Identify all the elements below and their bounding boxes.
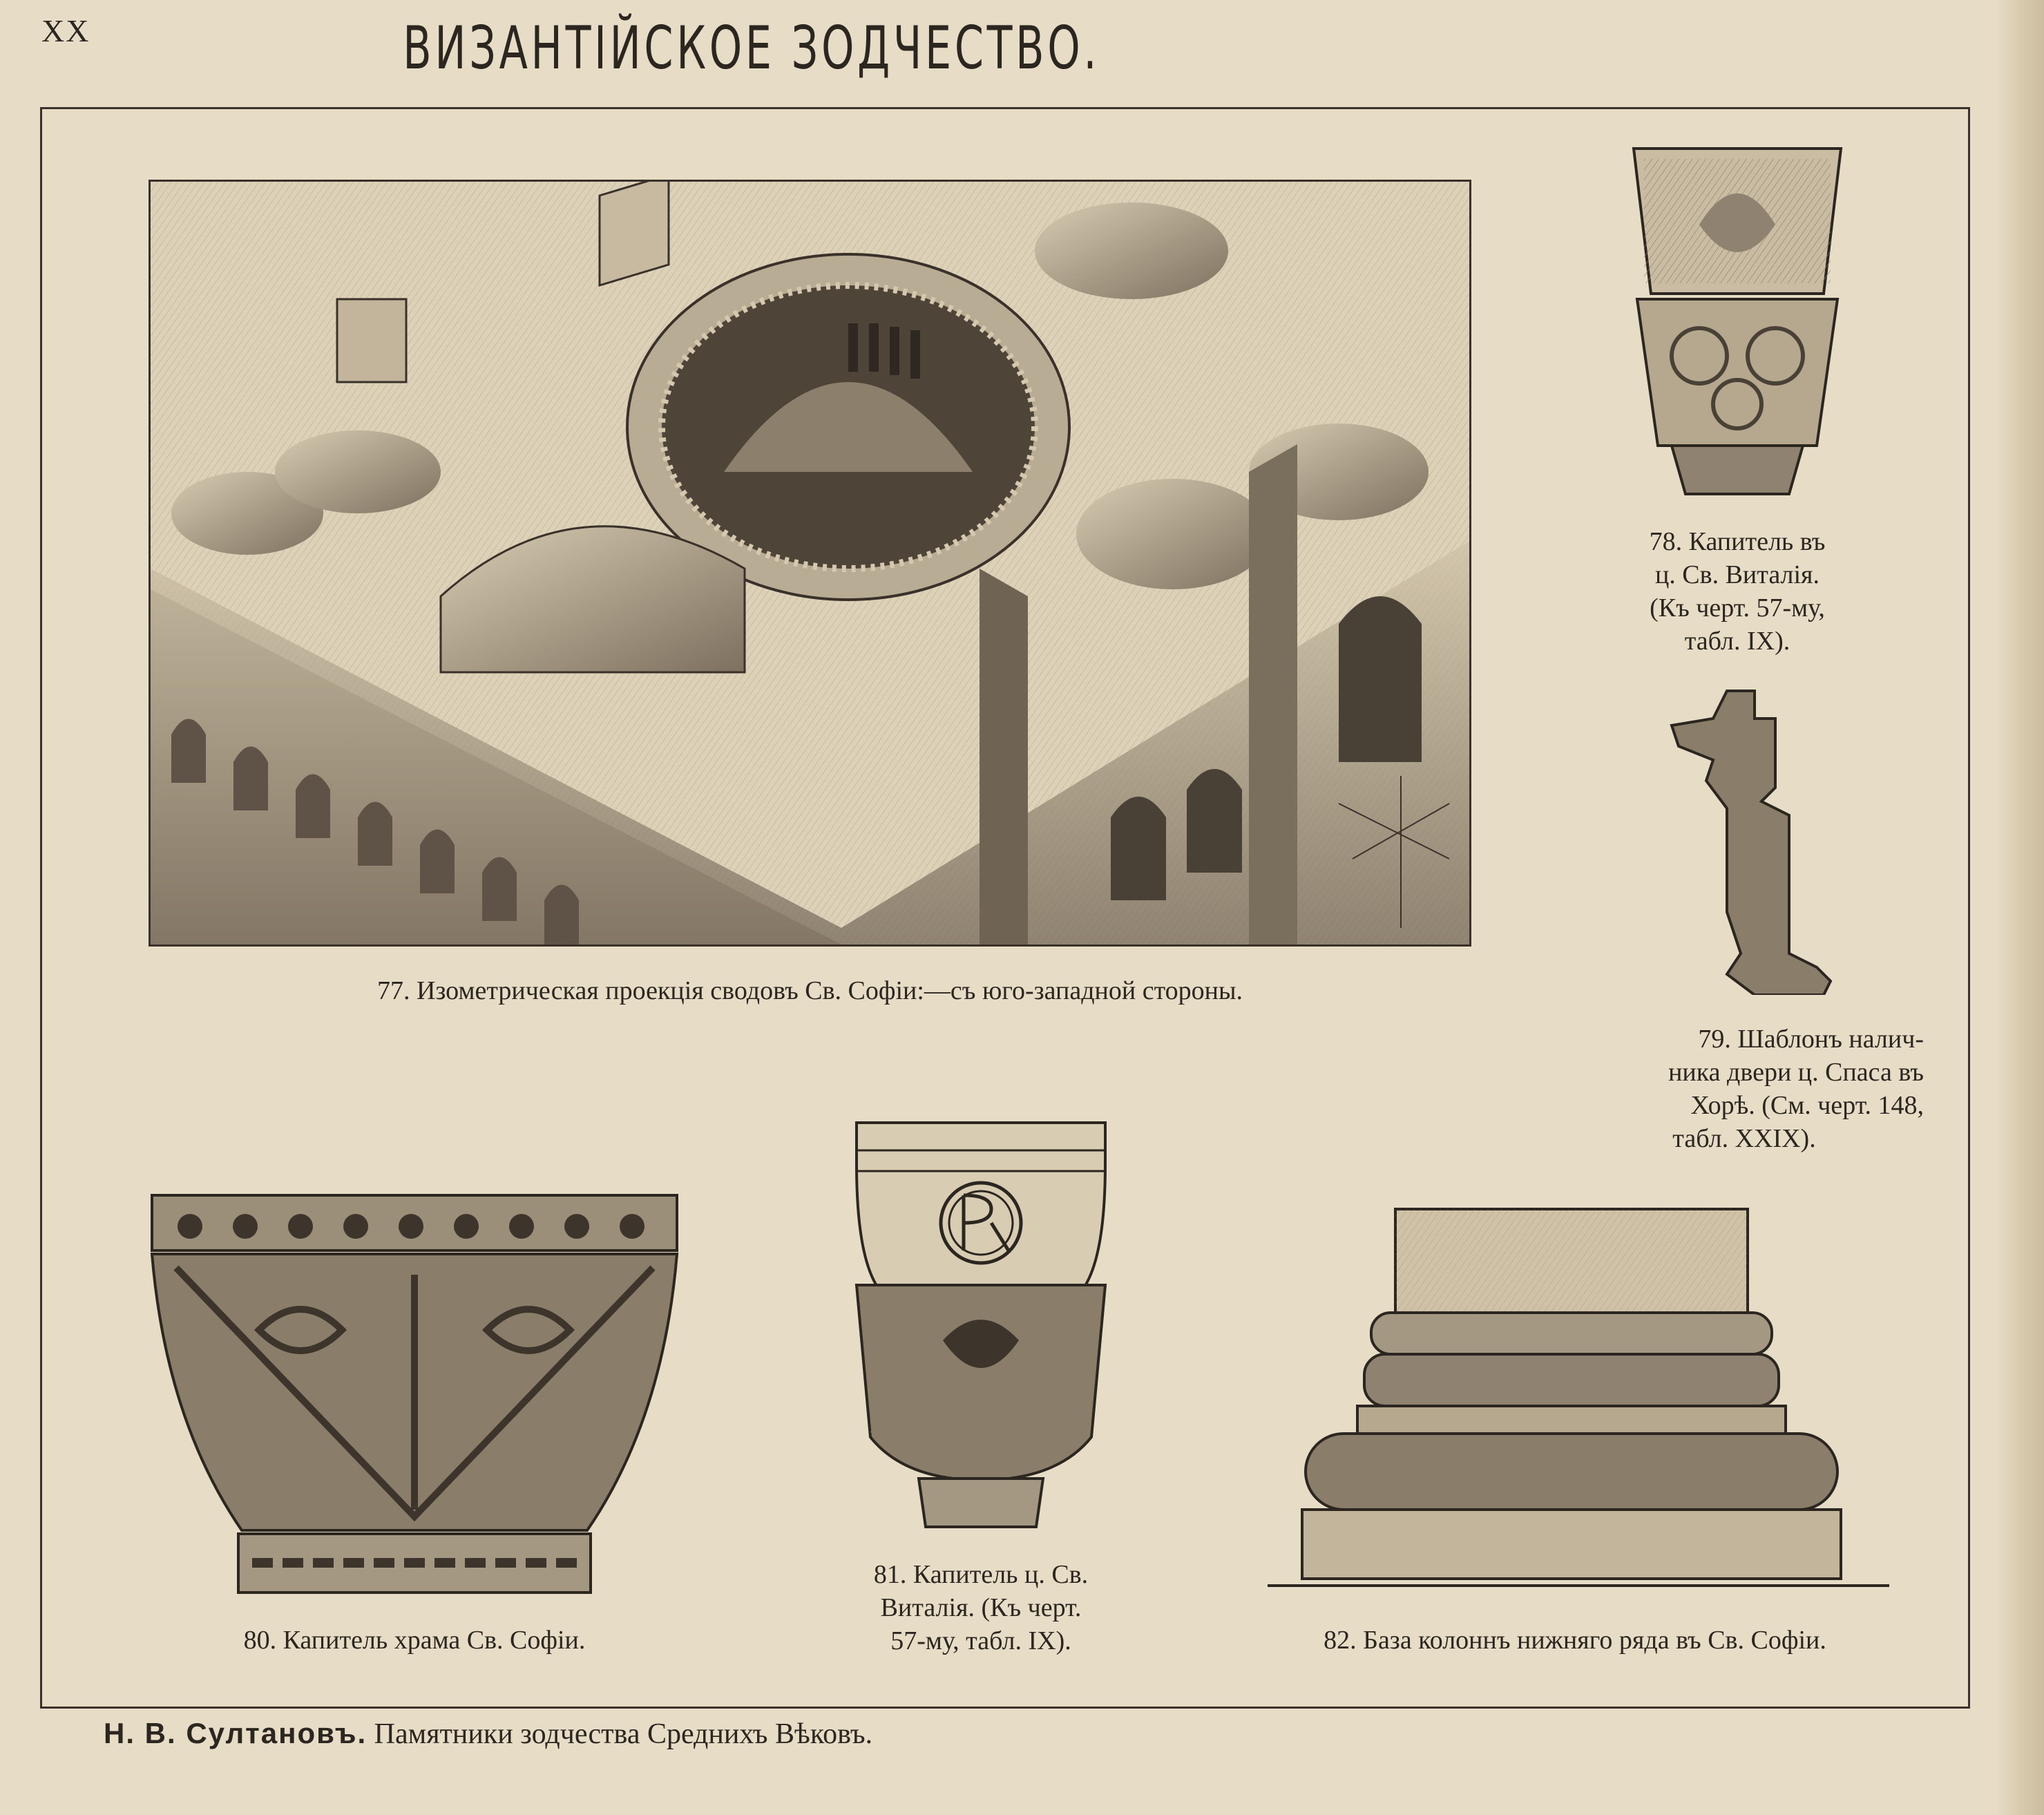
caption-79-line-3: Хорѣ. (См. черт. 148, — [1690, 1091, 1924, 1120]
isometric-drawing-icon — [151, 182, 1469, 944]
profile-drawing-icon — [1651, 684, 1844, 995]
monogram-capital-icon — [853, 1119, 1109, 1534]
figure-81-capital — [853, 1119, 1109, 1534]
caption-figure-82: 82. База колоннъ нижняго ряда въ Св. Софіи. — [1324, 1626, 1826, 1655]
caption-79-line-4: табл. XXIX). — [1672, 1124, 1816, 1153]
caption-78-line-1: 78. Капитель въ — [1649, 527, 1826, 556]
plate-number: XX — [41, 13, 90, 48]
caption-figure-81 — [808, 1558, 1154, 1657]
caption-figure-79 — [1565, 1023, 1924, 1155]
caption-78-line-4: табл. IX). — [1684, 627, 1790, 656]
figure-77-isometric-projection — [149, 180, 1471, 947]
footer-work-title: Памятники зодчества Среднихъ Вѣковъ. — [374, 1718, 873, 1750]
caption-81-line-1: 81. Капитель ц. Св. — [873, 1560, 1089, 1589]
figure-80-capital — [149, 1192, 680, 1599]
caption-figure-78 — [1578, 525, 1896, 658]
figure-78-capital — [1623, 142, 1851, 501]
page-edge-shadow — [1996, 0, 2044, 1815]
figure-79-door-profile — [1651, 684, 1844, 995]
caption-78-line-2: ц. Св. Виталія. — [1654, 560, 1820, 589]
column-base-icon — [1268, 1206, 1889, 1593]
caption-figure-80: 80. Капитель храма Св. Софіи. — [243, 1626, 586, 1655]
caption-79-line-2: ника двери ц. Спаса въ — [1668, 1058, 1924, 1087]
caption-figure-77: 77. Изометрическая проекція сводовъ Св. Софіи:—съ юго-западной стороны. — [376, 976, 1243, 1005]
footer-author: Н. В. Султановъ. — [104, 1717, 367, 1749]
caption-81-line-2: Виталія. (Къ черт. — [880, 1593, 1082, 1622]
figure-82-column-base — [1268, 1206, 1889, 1593]
caption-79-line-1: 79. Шаблонъ налич- — [1698, 1025, 1924, 1054]
page-title: ВИЗАНТІЙСКОЕ ЗОДЧЕСТВО. — [403, 14, 1100, 83]
ornamental-capital-icon — [149, 1192, 680, 1599]
caption-81-line-3: 57-му, табл. IX). — [890, 1626, 1071, 1655]
caption-78-line-3: (Къ черт. 57-му, — [1650, 593, 1825, 623]
footer — [104, 1717, 872, 1751]
capital-drawing-icon — [1623, 142, 1851, 501]
